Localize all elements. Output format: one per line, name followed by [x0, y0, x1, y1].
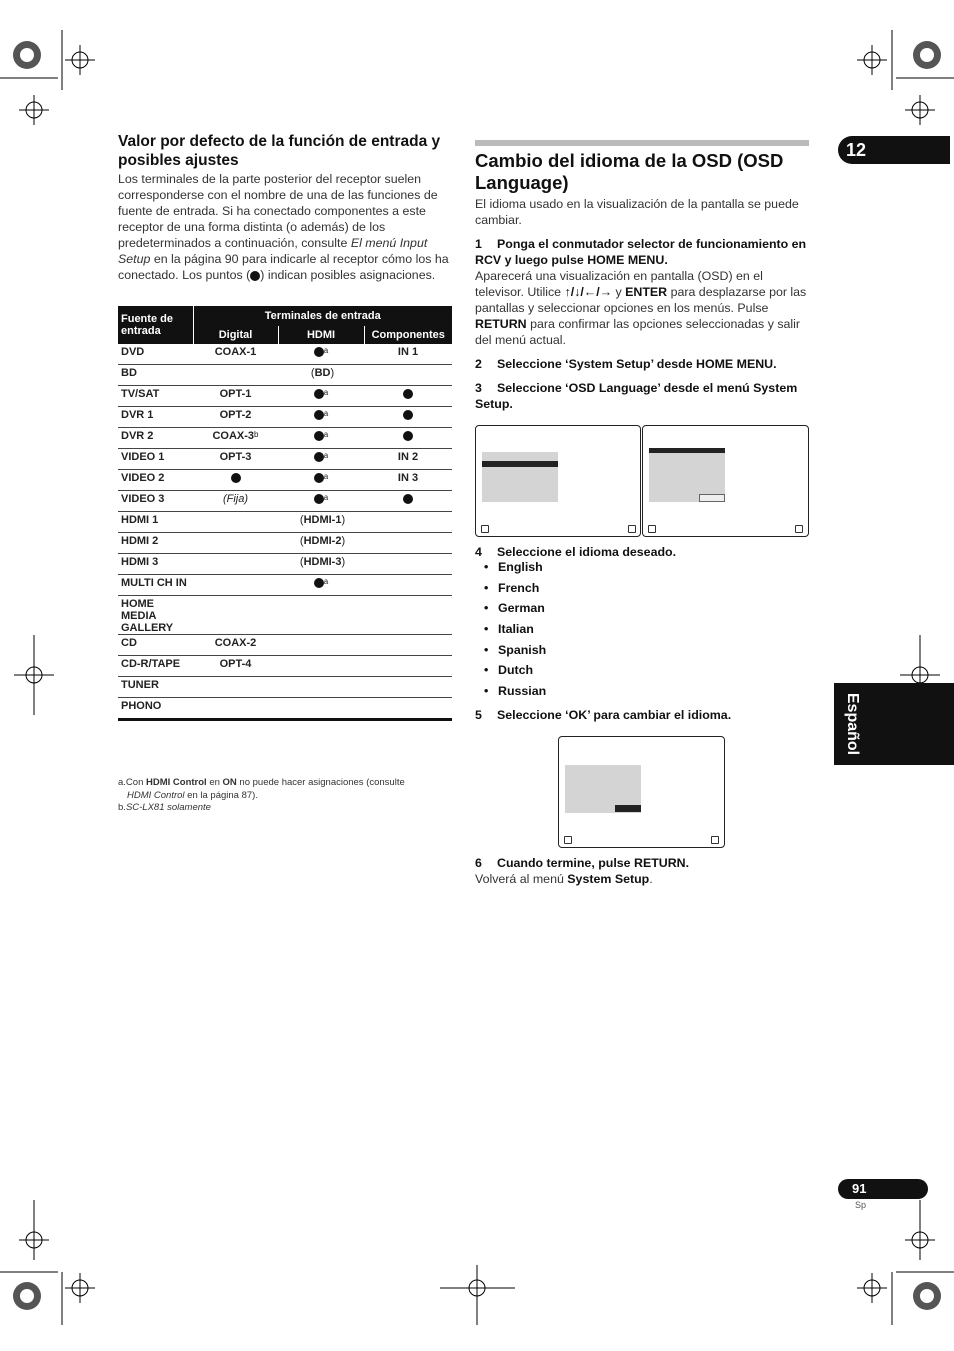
- paragraph-text: en la página 90 para indicarle al receptor cómo los ha conectado. Los puntos (: [118, 252, 449, 282]
- hdmi-cell: [278, 386, 364, 407]
- paragraph-text: Los terminales de la parte posterior del receptor suelen corresponderse con el nombre de una de las funciones de fuente de entrada. Si ha conectado componentes a este receptor de una forma distinta (o además) de los predeterminados a continuación, consulte: [118, 172, 438, 250]
- components-cell: [364, 449, 452, 470]
- step-text: Seleccione ‘System Setup’ desde HOME MENU.: [497, 357, 777, 371]
- dot-icon: [314, 389, 324, 399]
- ok-button-graphic: [699, 494, 725, 502]
- step-4: [475, 544, 809, 560]
- registration-mark-bottom-right: [824, 1200, 954, 1351]
- component-terminal: IN 2: [397, 451, 419, 463]
- footnote-text: SC-LX81 solamente: [125, 802, 211, 813]
- language-option: • Russian: [484, 683, 684, 704]
- digital-terminal: OPT-4: [219, 658, 252, 670]
- header-components: Componentes: [364, 326, 452, 344]
- language-option: • Spanish: [484, 642, 684, 663]
- footnote-marker: a: [323, 430, 329, 439]
- source-name: HOME MEDIA GALLERY: [118, 596, 193, 635]
- footnote-marker: a: [323, 577, 329, 586]
- components-cell: [364, 386, 452, 407]
- fixed-label: (Fija): [222, 493, 249, 505]
- ok-button-highlight: [615, 805, 641, 812]
- source-name: PHONO: [118, 698, 193, 720]
- digital-cell: [193, 635, 278, 656]
- digital-terminal: OPT-2: [219, 409, 252, 421]
- osd-screen-confirm: [558, 736, 725, 848]
- nav-icon: [628, 525, 636, 533]
- table-row: [118, 470, 452, 491]
- language-option: • German: [484, 600, 684, 621]
- table-row: [118, 344, 452, 365]
- step-3: [475, 380, 809, 412]
- digital-cell: [193, 656, 278, 677]
- page-language-code: Sp: [855, 1200, 867, 1210]
- digital-cell: [193, 428, 278, 449]
- table-row: [118, 635, 452, 656]
- footnote-marker: b: [254, 430, 259, 439]
- table-row: [118, 407, 452, 428]
- table-row: [118, 386, 452, 407]
- hdmi-cell: [278, 635, 364, 656]
- hdmi-cell: [278, 407, 364, 428]
- step-body-text: Aparecerá una visualización en pantalla (OSD) en el televisor. Utilice: [475, 269, 763, 299]
- dot-icon: [314, 431, 324, 441]
- nav-icon: [481, 525, 489, 533]
- arrow-keys-icon: ↑/↓/←/→: [564, 285, 613, 299]
- step-body-text: Volverá al menú: [475, 872, 568, 886]
- terminal-span-cell: (HDMI-3): [193, 554, 452, 575]
- nav-icon: [795, 525, 803, 533]
- language-option: • Dutch: [484, 662, 684, 683]
- digital-terminal: COAX-3: [212, 430, 255, 442]
- dot-icon: [314, 347, 324, 357]
- source-name: HDMI 3: [118, 554, 193, 575]
- language-tab-label-box: [834, 683, 870, 765]
- hdmi-cell: [278, 677, 364, 698]
- terminal-span-cell: (BD): [193, 365, 452, 386]
- footnote-reference: HDMI Control: [127, 789, 185, 801]
- table-row: [118, 575, 452, 596]
- menu-selection-highlight: [649, 448, 725, 453]
- step-number: 1: [475, 237, 482, 251]
- osd-intro-paragraph: El idioma usado en la visualización de la pantalla se puede cambiar.: [475, 197, 799, 227]
- table-row: [118, 512, 452, 533]
- digital-cell: [193, 344, 278, 365]
- paragraph-text: ) indican posibles asignaciones.: [260, 268, 436, 282]
- components-cell: [364, 635, 452, 656]
- step-number: 3: [475, 381, 482, 395]
- step-body-text: para confirmar las opciones seleccionadas y salir del menú actual.: [475, 317, 801, 347]
- digital-cell: [193, 575, 278, 596]
- registration-mark-top-left: [0, 0, 130, 150]
- menu-panel: [482, 452, 558, 502]
- footnote-marker: a: [323, 451, 329, 460]
- source-name: DVR 1: [118, 407, 193, 428]
- step-number: 2: [475, 357, 482, 371]
- footnote-text: en: [206, 777, 223, 788]
- table-row: [118, 365, 452, 386]
- dot-icon: [403, 410, 413, 420]
- digital-terminal: COAX-2: [214, 637, 257, 649]
- dot-icon: [314, 494, 324, 504]
- section-heading-osd-language: Cambio del idioma de la OSD (OSD Language): [475, 150, 784, 193]
- digital-cell: [193, 491, 278, 512]
- hdmi-cell: [278, 575, 364, 596]
- table-row: [118, 533, 452, 554]
- return-key-label: RETURN: [475, 317, 527, 331]
- components-cell: [364, 698, 452, 720]
- footnote-a-cont: [118, 790, 458, 803]
- step-text: Seleccione ‘OSD Language’ desde el menú System Setup.: [475, 381, 798, 411]
- source-name: VIDEO 1: [118, 449, 193, 470]
- footnote-b: [118, 802, 458, 815]
- components-cell: [364, 677, 452, 698]
- step-text: Seleccione el idioma deseado.: [497, 545, 677, 559]
- components-cell: [364, 575, 452, 596]
- hdmi-cell: [278, 491, 364, 512]
- nav-icon: [564, 836, 572, 844]
- footnote-marker: a: [323, 409, 329, 418]
- table-row: [118, 449, 452, 470]
- table-row: [118, 677, 452, 698]
- footnote-marker: a: [323, 493, 329, 502]
- registration-mark-bottom-left: [0, 1200, 130, 1351]
- terminal-label: HDMI-2: [303, 535, 342, 547]
- step-number: 5: [475, 708, 482, 722]
- registration-mark-mid-left: [0, 635, 60, 715]
- page-number: 91: [852, 1181, 867, 1196]
- enter-key-label: ENTER: [625, 285, 668, 299]
- step-number: 6: [475, 856, 482, 870]
- nav-icon: [711, 836, 719, 844]
- step-6: [475, 855, 809, 871]
- table-row: [118, 491, 452, 512]
- component-terminal: IN 3: [397, 472, 419, 484]
- source-name: DVD: [118, 344, 193, 365]
- header-source: Fuente de entrada: [118, 306, 193, 344]
- components-cell: [364, 428, 452, 449]
- digital-terminal: COAX-1: [214, 346, 257, 358]
- table-row: [118, 698, 452, 720]
- footnote-marker: a: [323, 388, 329, 397]
- header-digital: Digital: [193, 326, 278, 344]
- step-text: Cuando termine, pulse RETURN.: [497, 856, 690, 870]
- footnote-marker: a: [323, 472, 329, 481]
- hdmi-cell: [278, 596, 364, 635]
- terminal-span-cell: (HDMI-1): [193, 512, 452, 533]
- footnote-text: no puede hacer asignaciones (consulte: [236, 777, 405, 788]
- step-text: Seleccione ‘OK’ para cambiar el idioma.: [497, 708, 732, 722]
- digital-terminal: OPT-1: [219, 388, 252, 400]
- digital-cell: [193, 698, 278, 720]
- components-cell: [364, 491, 452, 512]
- input-terminals-table: [118, 306, 452, 721]
- source-name: MULTI CH IN: [118, 575, 193, 596]
- footnote-text: b.: [118, 802, 126, 813]
- digital-cell: [193, 449, 278, 470]
- footnote-text: HDMI Control: [146, 777, 207, 788]
- components-cell: [364, 344, 452, 365]
- components-cell: [364, 656, 452, 677]
- source-name: HDMI 1: [118, 512, 193, 533]
- paragraph-reference: El menú Input Setup: [118, 236, 428, 266]
- dot-icon: [314, 410, 324, 420]
- source-name: BD: [118, 365, 193, 386]
- terminal-label: HDMI-1: [303, 514, 342, 526]
- step-number: 4: [475, 545, 482, 559]
- language-tab-label: Español: [844, 692, 861, 756]
- osd-screen-system-setup: [475, 425, 641, 537]
- footnote-text: ON: [222, 777, 237, 788]
- table-row: [118, 596, 452, 635]
- dot-icon: [314, 473, 324, 483]
- osd-screen-osd-language: [642, 425, 809, 537]
- menu-selection-highlight: [482, 461, 558, 467]
- components-cell: [364, 596, 452, 635]
- step-body-text: y: [612, 285, 626, 299]
- footnote-marker: a: [323, 346, 329, 355]
- hdmi-cell: [278, 428, 364, 449]
- input-defaults-paragraph: [118, 171, 452, 283]
- dot-icon: [403, 494, 413, 504]
- terminal-label: BD: [314, 367, 331, 379]
- dot-icon: [403, 389, 413, 399]
- terminal-span-cell: (HDMI-2): [193, 533, 452, 554]
- table-row: [118, 428, 452, 449]
- nav-icon: [648, 525, 656, 533]
- registration-mark-top-right: [824, 0, 954, 150]
- step-1-body: [475, 268, 809, 348]
- header-hdmi: HDMI: [278, 326, 364, 344]
- table-footnotes: [118, 777, 458, 815]
- dot-icon: [314, 452, 324, 462]
- source-name: HDMI 2: [118, 533, 193, 554]
- hdmi-cell: [278, 470, 364, 491]
- digital-cell: [193, 677, 278, 698]
- footnote-text: a.Con: [118, 777, 146, 788]
- dot-icon: [250, 271, 260, 281]
- section-rule: [475, 140, 809, 146]
- header-terminals: Terminales de entrada: [193, 306, 452, 326]
- section-heading-input-defaults: Valor por defecto de la función de entrada y posibles ajustes: [118, 133, 441, 169]
- hdmi-cell: [278, 449, 364, 470]
- step-text: Ponga el conmutador selector de funcionamiento en RCV y luego pulse HOME MENU.: [475, 237, 807, 267]
- digital-terminal: OPT-3: [219, 451, 252, 463]
- component-terminal: IN 1: [397, 346, 419, 358]
- terminal-label: HDMI-3: [303, 556, 342, 568]
- language-list: [484, 559, 684, 704]
- step-2: [475, 356, 809, 372]
- table-row: [118, 554, 452, 575]
- source-name: TV/SAT: [118, 386, 193, 407]
- source-name: CD-R/TAPE: [118, 656, 193, 677]
- digital-cell: [193, 386, 278, 407]
- hdmi-cell: [278, 656, 364, 677]
- chapter-number: 12: [846, 140, 867, 160]
- digital-cell: [193, 407, 278, 428]
- components-cell: [364, 407, 452, 428]
- source-name: CD: [118, 635, 193, 656]
- dot-icon: [314, 578, 324, 588]
- dot-icon: [231, 473, 241, 483]
- digital-cell: [193, 596, 278, 635]
- step-6-body: [475, 871, 809, 887]
- table-row: [118, 656, 452, 677]
- step-1: [475, 236, 809, 268]
- step-5: [475, 707, 809, 723]
- source-name: DVR 2: [118, 428, 193, 449]
- footnote-text: en la página 87).: [184, 789, 258, 801]
- digital-cell: [193, 470, 278, 491]
- components-cell: [364, 470, 452, 491]
- step-body-text: .: [649, 872, 653, 886]
- language-option: • Italian: [484, 621, 684, 642]
- hdmi-cell: [278, 698, 364, 720]
- menu-name: System Setup: [567, 872, 650, 886]
- dot-icon: [403, 431, 413, 441]
- source-name: VIDEO 2: [118, 470, 193, 491]
- registration-mark-bottom-center: [440, 1265, 515, 1325]
- source-name: TUNER: [118, 677, 193, 698]
- source-name: VIDEO 3: [118, 491, 193, 512]
- hdmi-cell: [278, 344, 364, 365]
- language-option: • English: [484, 559, 684, 580]
- footnote-a: [118, 777, 458, 790]
- language-option: • French: [484, 580, 684, 601]
- step-body-text: para desplazarse por las pantallas y seleccionar opciones en los menús. Pulse: [475, 285, 807, 315]
